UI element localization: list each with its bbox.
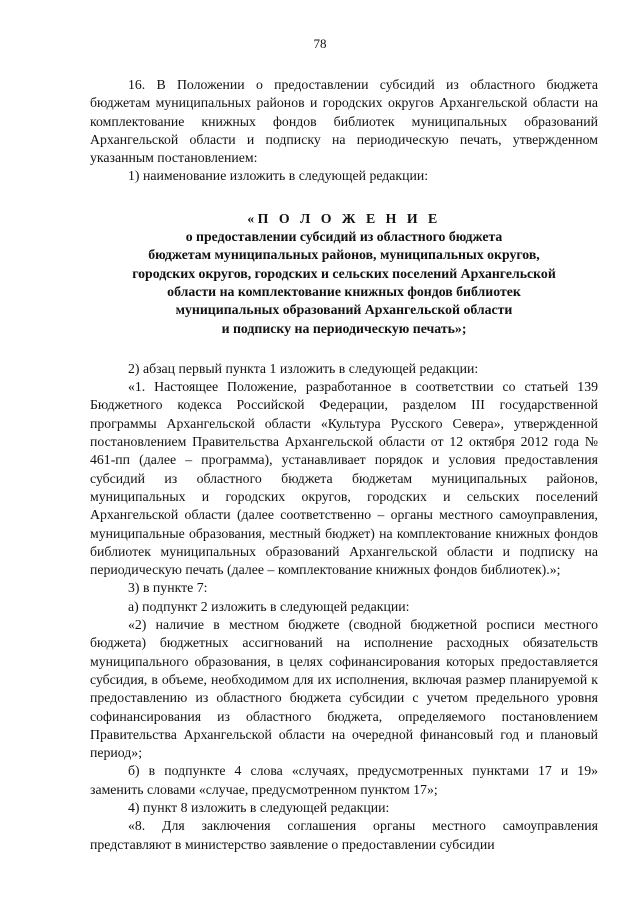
document-body: [90, 76, 598, 854]
regulation-heading: [90, 210, 598, 338]
paragraph-subitem-a: а) подпункт 2 изложить в следующей редакции:: [128, 598, 410, 614]
page-number: 78: [313, 36, 327, 51]
paragraph-item-16: 16. В Положении о предоставлении субсидий из областного бюджета бюджетам муниципальных районов и городских округов Архангельской области на комплектование книжных фондов библиотек муниципальных образований Архангельской области и подписку на периодическую печать, утвержденном указанным постановлением:: [90, 77, 598, 166]
heading-line: бюджетам муниципальных районов, муниципальных округов,: [148, 247, 540, 263]
paragraph-subitem-3: 3) в пункте 7:: [128, 580, 208, 596]
paragraph-clause-1: «1. Настоящее Положение, разработанное в соответствии со статьей 139 Бюджетного кодекса Российской Федерации, разделом III государственной программы Архангельской области «Культура Русского Севера», утвержденной постановлением Правительства Архангельской области от 12 октября 2012 года № 461-пп (далее – программа), устанавливает порядок и условия предоставления субсидий из областного бюджета бюджетам муниципальных районов, муниципальных и городских округов, городских и сельских поселений Архангельской области (далее соответственно – органы местного самоуправления, муниципальные образования, местный бюджет) на комплектование книжных фондов библиотек муниципальных образований Архангельской области и подписку на периодическую печать (далее – комплектование книжных фондов библиотек).»;: [90, 379, 598, 578]
paragraph-subitem-1: 1) наименование изложить в следующей редакции:: [128, 168, 429, 184]
paragraph-subitem-2: 2) абзац первый пункта 1 изложить в следующей редакции:: [128, 360, 479, 376]
paragraph-clause-8: «8. Для заключения соглашения органы местного самоуправления представляют в министерство заявление о предоставлении субсидии: [90, 818, 598, 852]
heading-line: муниципальных образований Архангельской области: [175, 302, 513, 318]
paragraph-subitem-4: 4) пункт 8 изложить в следующей редакции:: [128, 799, 390, 815]
heading-title: «П О Л О Ж Е Н И Е: [247, 210, 441, 226]
heading-line: о предоставлении субсидий из областного бюджета: [185, 229, 503, 245]
paragraph-clause-2: «2) наличие в местном бюджете (сводной бюджетной росписи местного бюджета) бюджетных ассигнований на исполнение расходных обязательств муниципального образования, в целях софинансирования которых предоставляется субсидия, в объеме, необходимом для их исполнения, включая размер планируемой к предоставлению из областного бюджета субсидии с учетом предельного уровня софинансирования из областного бюджета, определяемого постановлением Правительства Архангельской области на очередной финансовый год и плановый период»;: [90, 617, 598, 761]
heading-line: области на комплектование книжных фондов библиотек: [167, 283, 521, 299]
heading-line: городских округов, городских и сельских поселений Архангельской: [132, 265, 556, 281]
heading-line: и подписку на периодическую печать»;: [221, 320, 467, 336]
paragraph-subitem-b: б) в подпункте 4 слова «случаях, предусмотренных пунктами 17 и 19» заменить словами «случае, предусмотренном пунктом 17»;: [90, 763, 598, 797]
